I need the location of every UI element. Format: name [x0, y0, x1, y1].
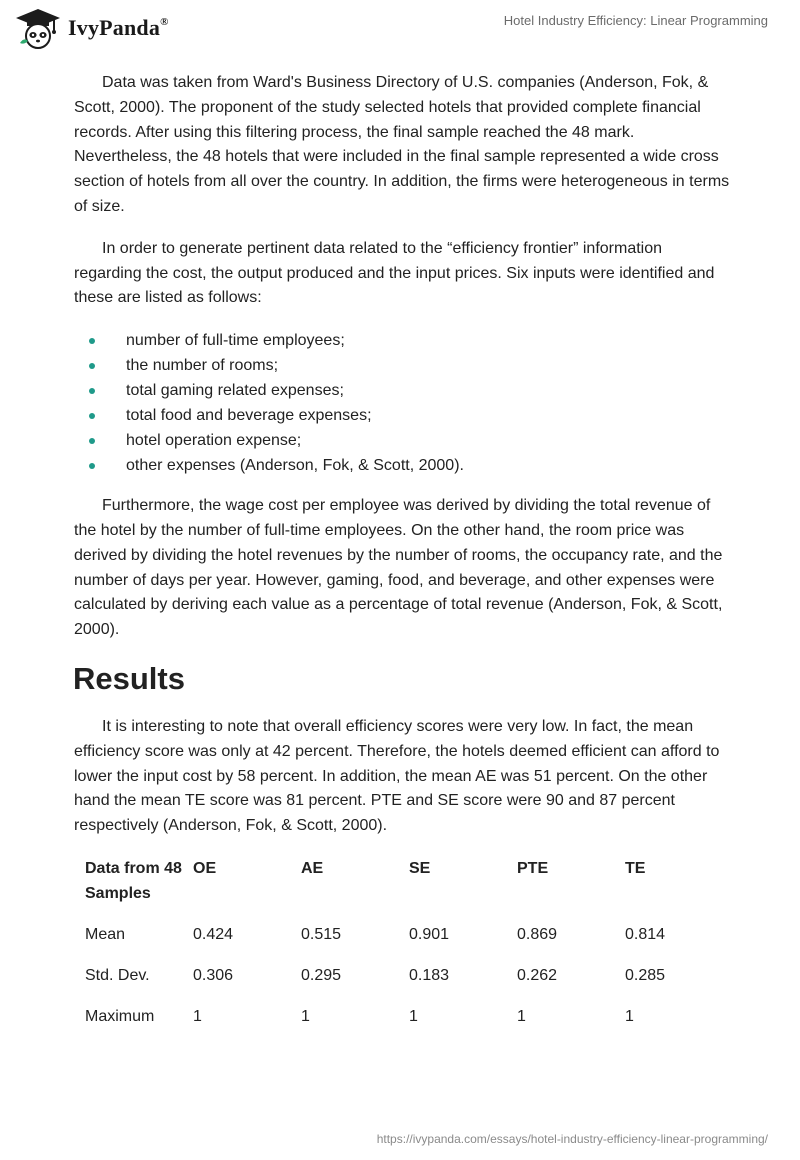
- table-cell: Mean: [85, 925, 126, 943]
- table-cell: 0.901: [409, 925, 450, 943]
- article-body: [74, 71, 734, 1045]
- document-title: Hotel Industry Efficiency: Linear Programming: [503, 13, 768, 28]
- table-header-row: [76, 856, 724, 922]
- table-cell: Maximum: [85, 1007, 155, 1025]
- table-cell: 1: [193, 1007, 202, 1025]
- list-item-text: total food and beverage expenses;: [126, 407, 372, 425]
- list-item-text: the number of rooms;: [126, 357, 279, 375]
- table-cell: 0.814: [625, 925, 666, 943]
- bullet-icon: [89, 338, 95, 344]
- table-row: [76, 1004, 724, 1045]
- list-item: [74, 328, 734, 353]
- table-cell: 0.285: [625, 966, 666, 984]
- list-item: [74, 453, 734, 478]
- logo[interactable]: [14, 7, 169, 49]
- source-url-link[interactable]: https://ivypanda.com/essays/hotel-industry-efficiency-linear-programming/: [376, 1132, 768, 1146]
- brand-label: IvyPanda: [68, 15, 161, 40]
- page-header: [0, 0, 800, 64]
- list-item: [74, 378, 734, 403]
- bullet-icon: [89, 413, 95, 419]
- list-item-text: hotel operation expense;: [126, 432, 302, 450]
- brand-name: [68, 15, 169, 41]
- table-cell: Std. Dev.: [85, 966, 150, 984]
- table-cell: 1: [409, 1007, 418, 1025]
- table-cell: 0.262: [517, 966, 558, 984]
- table-cell: 0.424: [193, 925, 234, 943]
- table-cell: 1: [301, 1007, 310, 1025]
- table-cell: 0.869: [517, 925, 558, 943]
- table-cell: 1: [625, 1007, 634, 1025]
- table-row: [76, 922, 724, 963]
- table-cell: 0.295: [301, 966, 342, 984]
- bullet-icon: [89, 463, 95, 469]
- panda-logo-icon: [14, 7, 62, 49]
- list-item: [74, 428, 734, 453]
- bullet-icon: [89, 438, 95, 444]
- inputs-list: [74, 328, 734, 478]
- paragraph: Furthermore, the wage cost per employee was derived by dividing the total revenue of the hotel by the number of full-time employees. On the other hand, the room price was derived by dividing the hotel revenues by the number of rooms, the occupancy rate, and the number of days per year. However, gaming, food, and beverage, and other expenses were calculated by deriving each value as a percentage of total revenue (Anderson, Fok, & Scott, 2000).: [74, 497, 723, 639]
- table-row: [76, 963, 724, 1004]
- table-header-cell: Data from 48 Samples: [85, 859, 182, 902]
- list-item-text: other expenses (Anderson, Fok, & Scott, 2000).: [126, 457, 464, 475]
- table-cell: 0.515: [301, 925, 342, 943]
- efficiency-table: [76, 856, 724, 1045]
- paragraph: Data was taken from Ward's Business Directory of U.S. companies (Anderson, Fok, & Scott, 2000). The proponent of the study selected hotels that provided complete financial records. After using this filtering process, the final sample reached the 48 mark. Nevertheless, the 48 hotels that were included in the final sample represented a wide cross section of hotels from all over the country. In addition, the firms were heterogeneous in terms of size.: [74, 74, 730, 215]
- list-item: [74, 353, 734, 378]
- table-header-cell: AE: [301, 859, 324, 877]
- table-header-cell: SE: [409, 859, 431, 877]
- table-header-cell: PTE: [517, 859, 549, 877]
- bullet-icon: [89, 363, 95, 369]
- table-cell: 0.183: [409, 966, 450, 984]
- list-item-text: number of full-time employees;: [126, 332, 345, 350]
- table-cell: 0.306: [193, 966, 234, 984]
- list-item-text: total gaming related expenses;: [126, 382, 344, 400]
- table-header-cell: OE: [193, 859, 217, 877]
- table-cell: 1: [517, 1007, 526, 1025]
- paragraph: In order to generate pertinent data related to the “efficiency frontier” information regarding the cost, the output produced and the input prices. Six inputs were identified and these are listed as follows:: [74, 239, 715, 307]
- paragraph: It is interesting to note that overall efficiency scores were very low. In fact, the mean efficiency score was only at 42 percent. Therefore, the hotels deemed efficient can afford to lower the input cost by 58 percent. In addition, the mean AE was 51 percent. On the other hand the mean TE score was 81 percent. PTE and SE score were 90 and 87 percent respectively (Anderson, Fok, & Scott, 2000).: [74, 717, 720, 835]
- list-item: [74, 403, 734, 428]
- results-heading: Results: [73, 660, 185, 696]
- table-header-cell: TE: [625, 859, 646, 877]
- registered-mark: ®: [160, 15, 169, 28]
- bullet-icon: [89, 388, 95, 394]
